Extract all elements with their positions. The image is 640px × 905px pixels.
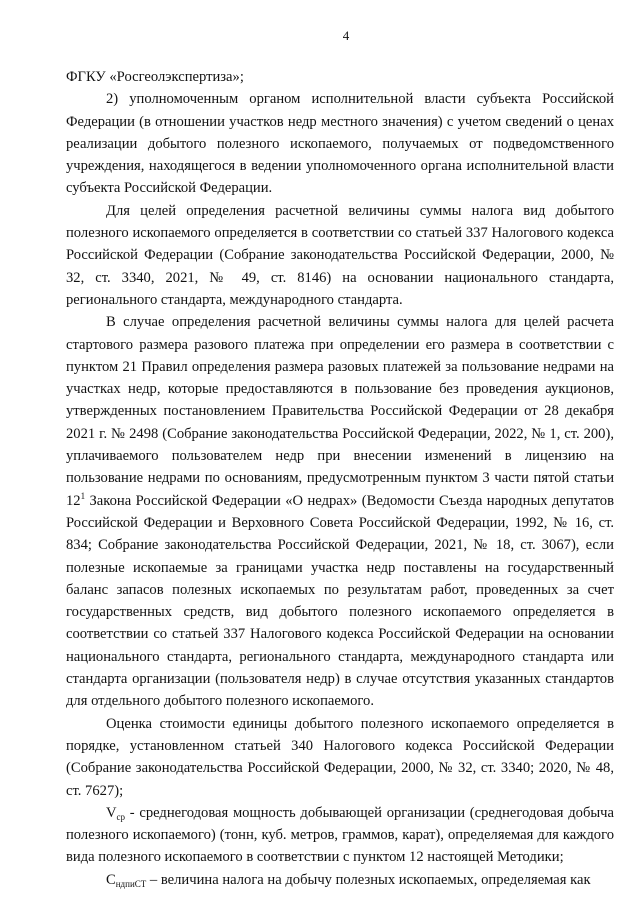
paragraph-5: Оценка стоимости единицы добытого полезного ископаемого определяется в порядке, установленном статьей 340 Налогового кодекса Российской Федерации (Собрание законодательства Российской Федерации, 2000, № 32, ст. 3340; 2020, № 48, ст. 7627); <box>66 715 614 799</box>
variable-c-subscript: ндпиСТ <box>115 878 147 889</box>
paragraph-4-superscript: 1 <box>80 490 86 501</box>
variable-c-definition: – величина налога на добычу полезных ископаемых, определяемая как <box>146 871 591 888</box>
paragraph-6 <box>66 802 614 869</box>
paragraph-2: 2) уполномоченным органом исполнительной власти субъекта Российской Федерации (в отношении участков недр местного значения) с учетом сведений о ценах реализации добытого полезного ископаемого, получаемых от подведомственного учреждения, находящегося в ведении уполномоченного органа исполнительной власти субъекта Российской Федерации. <box>66 91 614 197</box>
paragraph-7 <box>66 869 614 891</box>
paragraph-4 <box>66 311 614 712</box>
page-number: 4 <box>342 28 350 43</box>
variable-v-definition: - среднегодовая мощность добывающей организации (среднегодовая добыча полезного ископаемого) (тонн, куб. метров, граммов, карат), определяемая для каждого вида полезного ископаемого в соответствии с пунктом 12 настоящей Методики; <box>66 804 614 866</box>
paragraph-4-text-end: Закона Российской Федерации «О недрах» (Ведомости Съезда народных депутатов Российской Федерации и Верховного Совета Российской Федерации, 1992, № 16, ст. 834; Собрание законодательства Российской Федерации, 2021, № 18, ст. 3067), если полезные ископаемые за границами участка недр поставлены на государственный баланс запасов полезных ископаемых по результатам работ, проведенных за счет государственных средств, вид добытого полезного ископаемого определяется в соответствии со статьей 337 Налогового кодекса Российской Федерации на основании национального стандарта, регионального стандарта, международного стандарта или стандарта организации (пользователя недр) в случае отсутствия указанных стандартов для отдельного добытого полезного ископаемого. <box>66 492 614 710</box>
paragraph-1: ФГКУ «Росгеолэкспертиза»; <box>66 69 244 85</box>
variable-v-subscript: ср <box>116 811 126 822</box>
variable-c-symbol: С <box>106 871 116 888</box>
paragraph-4-text-start: В случае определения расчетной величины суммы налога для целей расчета стартового размера разового платежа при определении его размера в соответствии с пунктом 21 Правил определения размера разовых платежей за пользование недрами на участках недр, которые предоставляются в пользование без проведения аукционов, утвержденных постановлением Правительства Российской Федерации от 28 декабря 2021 г. № 2498 (Собрание законодательства Российской Федерации, 2022, № 1, ст. 200), уплачиваемого пользователем недр при внесении изменений в лицензию на пользование недрами по основаниям, предусмотренным пунктом 3 части пятой статьи 12 <box>66 314 614 509</box>
variable-v-symbol: V <box>106 804 117 821</box>
paragraph-3: Для целей определения расчетной величины суммы налога вид добытого полезного ископаемого определяется в соответствии со статьей 337 Налогового кодекса Российской Федерации (Собрание законодательства Российской Федерации, 2000, № 32, ст. 3340, 2021, № 49, ст. 8146) на основании национального стандарта, регионального стандарта, международного стандарта. <box>66 202 614 308</box>
